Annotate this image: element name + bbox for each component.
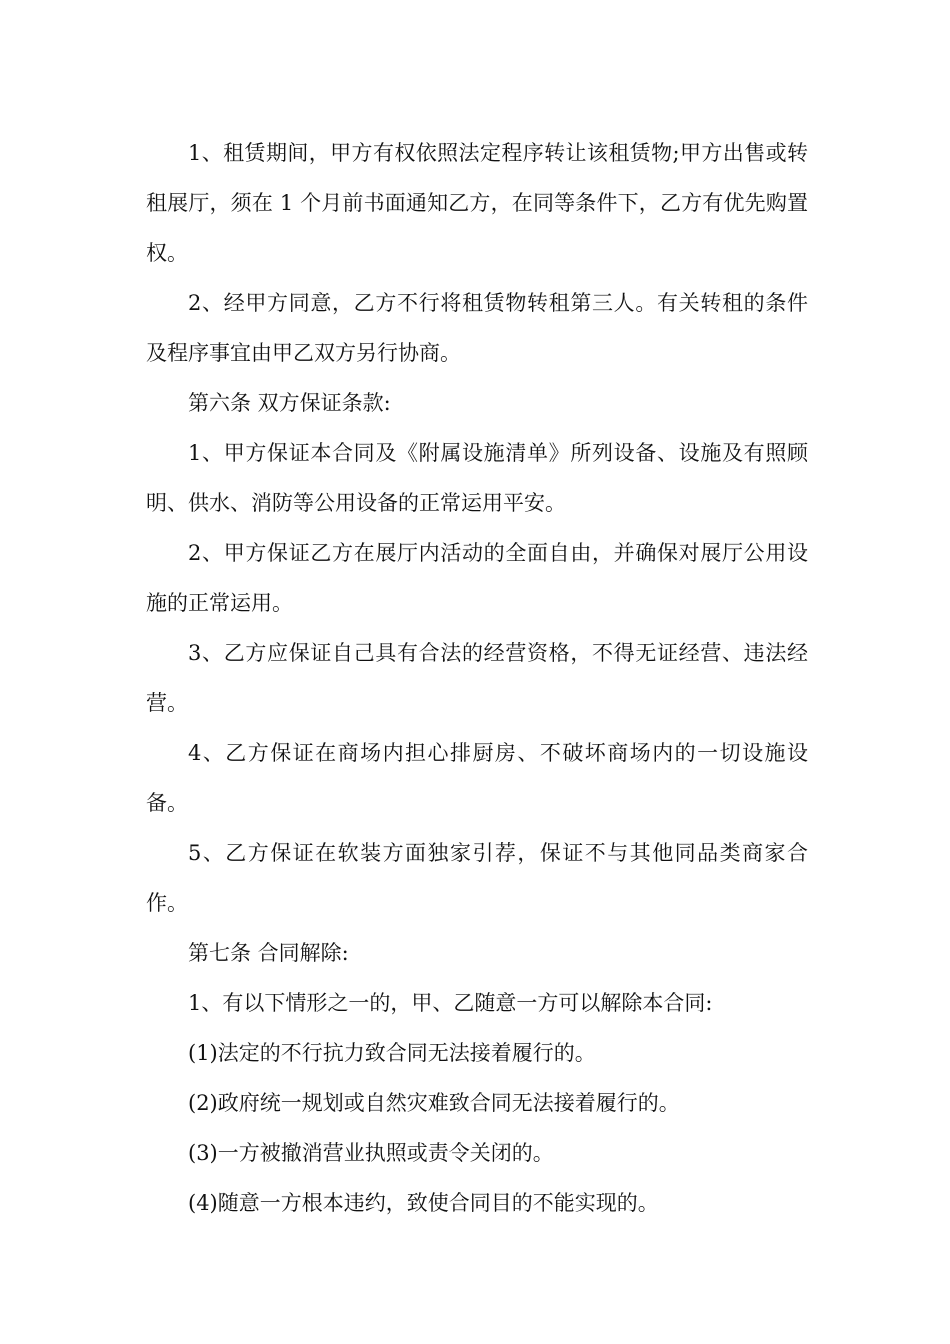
paragraph-sublease: 2、经甲方同意，乙方不行将租赁物转租第三人。有关转租的条件及程序事宜由甲乙双方另行协商。 <box>146 291 808 365</box>
paragraph-guarantee-1: 1、甲方保证本合同及《附属设施清单》所列设备、设施及有照顾明、供水、消防等公用设备的正常运用平安。 <box>146 441 808 515</box>
paragraph-guarantee-5: 5、乙方保证在软装方面独家引荐，保证不与其他同品类商家合作。 <box>146 841 808 915</box>
paragraph-guarantee-2: 2、甲方保证乙方在展厅内活动的全面自由，并确保对展厅公用设施的正常运用。 <box>146 541 808 615</box>
paragraph-guarantee-4: 4、乙方保证在商场内担心排厨房、不破坏商场内的一切设施设备。 <box>146 741 808 815</box>
list-item-termination-3: (3)一方被撤消营业执照或责令关闭的。 <box>188 1141 554 1165</box>
list-item-termination-1: (1)法定的不行抗力致合同无法接着履行的。 <box>188 1041 596 1065</box>
section-heading-article-6: 第六条 双方保证条款: <box>188 391 391 415</box>
paragraph-termination-intro: 1、有以下情形之一的，甲、乙随意一方可以解除本合同: <box>188 991 713 1015</box>
list-item-termination-2: (2)政府统一规划或自然灾难致合同无法接着履行的。 <box>188 1091 680 1115</box>
list-item-termination-4: (4)随意一方根本违约，致使合同目的不能实现的。 <box>188 1191 659 1215</box>
paragraph-guarantee-3: 3、乙方应保证自己具有合法的经营资格，不得无证经营、违法经营。 <box>146 641 808 715</box>
paragraph-transfer-rights: 1、租赁期间，甲方有权依照法定程序转让该租赁物;甲方出售或转租展厅，须在 1 个月前书面通知乙方，在同等条件下，乙方有优先购置权。 <box>146 141 808 265</box>
section-heading-article-7: 第七条 合同解除: <box>188 941 349 965</box>
document-page <box>146 128 808 1228</box>
